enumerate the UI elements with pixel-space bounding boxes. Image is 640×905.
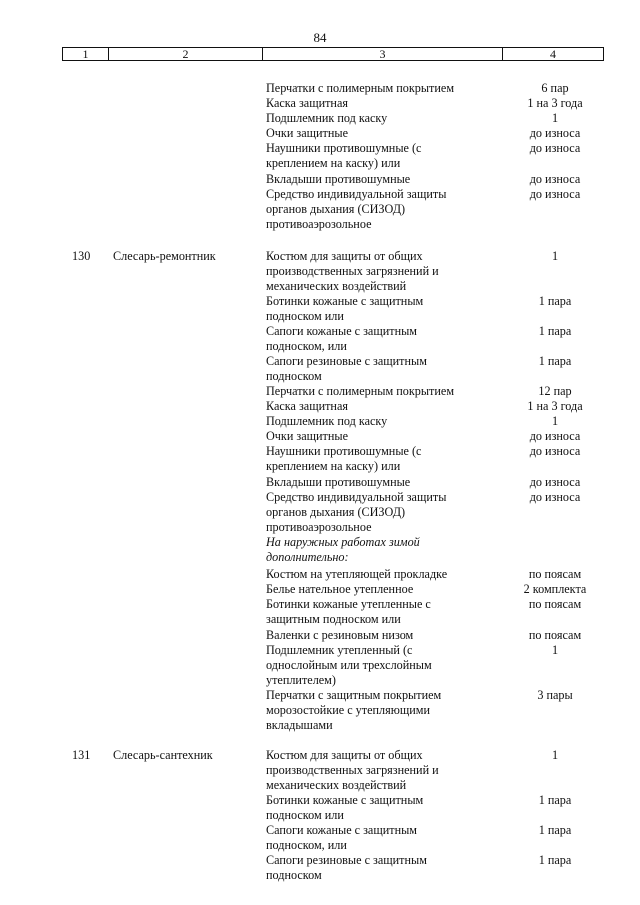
entry-number: 131 [72,748,91,762]
item-name: Костюм на утепляющей прокладке [266,567,448,581]
item-name: Перчатки с полимерным покрытием [266,384,455,398]
item-qty: до износа [529,444,581,458]
item-qty: 1 [551,111,559,125]
header-col-3: 3 [263,48,503,60]
header-col-2: 2 [109,48,263,60]
entry-number: 130 [72,249,91,263]
item-qty: 12 пар [538,384,572,398]
entry-profession: Слесарь-ремонтник [113,249,216,263]
item-name: Сапоги кожаные с защитным подноском, или [266,823,417,852]
item-name: Сапоги резиновые с защитным подноском [266,853,427,882]
item-qty: 1 [551,748,559,762]
item-name: Очки защитные [266,126,348,140]
item-qty: 1 на 3 года [527,96,583,110]
item-qty: 1 пара [538,793,572,807]
item-name: Перчатки с защитным покрытием морозостойкие с утепляющими вкладышами [266,688,442,732]
item-qty: по поясам [528,567,582,581]
item-qty: до износа [529,172,581,186]
item-name: Подшлемник под каску [266,111,388,125]
item-name: Ботинки кожаные с защитным подноском или [266,793,424,822]
item-qty: 2 комплекта [523,582,587,596]
item-name: Валенки с резиновым низом [266,628,414,642]
item-qty: до износа [529,126,581,140]
item-name: Ботинки кожаные с защитным подноском или [266,294,424,323]
item-qty: 1 [551,414,559,428]
item-qty: 1 пара [538,324,572,338]
item-name: Подшлемник под каску [266,414,388,428]
item-name: Перчатки с полимерным покрытием [266,81,455,95]
item-name: Каска защитная [266,399,348,413]
item-qty: 3 пары [537,688,573,702]
item-name: Средство индивидуальной защиты органов дыхания (СИЗОД) противоаэрозольное [266,490,447,534]
item-name: Костюм для защиты от общих производственных загрязнений и механических воздействий [266,748,439,792]
item-qty: 1 [551,643,559,657]
item-name: Очки защитные [266,429,348,443]
item-qty: по поясам [528,628,582,642]
header-col-4: 4 [550,47,556,61]
item-name: Средство индивидуальной защиты органов дыхания (СИЗОД) противоаэрозольное [266,187,447,231]
table-header [62,47,604,61]
item-qty: до износа [529,429,581,443]
page-number: 84 [313,30,327,45]
item-qty: 1 на 3 года [527,399,583,413]
item-name: Костюм для защиты от общих производственных загрязнений и механических воздействий [266,249,439,293]
item-name: Подшлемник утепленный (с однослойным или трехслойным утеплителем) [266,643,432,687]
item-qty: 6 пар [541,81,569,95]
item-qty: 1 пара [538,294,572,308]
item-qty: до износа [529,141,581,155]
item-name: Вкладыши противошумные [266,475,411,489]
section-note: На наружных работах зимой дополнительно: [266,535,420,564]
item-name: Ботинки кожаные утепленные с защитным подноском или [266,597,431,626]
entry-profession: Слесарь-сантехник [113,748,213,762]
item-name: Сапоги резиновые с защитным подноском [266,354,427,383]
item-qty: 1 пара [538,823,572,837]
item-name: Сапоги кожаные с защитным подноском, или [266,324,417,353]
item-qty: до износа [529,475,581,489]
item-qty: по поясам [528,597,582,611]
item-qty: 1 пара [538,853,572,867]
item-name: Каска защитная [266,96,348,110]
item-qty: до износа [529,490,581,504]
item-name: Наушники противошумные (с креплением на каску) или [266,444,422,473]
item-qty: 1 пара [538,354,572,368]
item-qty: 1 [551,249,559,263]
header-col-1: 1 [63,48,109,60]
item-name: Вкладыши противошумные [266,172,411,186]
item-name: Белье нательное утепленное [266,582,414,596]
item-qty: до износа [529,187,581,201]
item-name: Наушники противошумные (с креплением на каску) или [266,141,422,170]
